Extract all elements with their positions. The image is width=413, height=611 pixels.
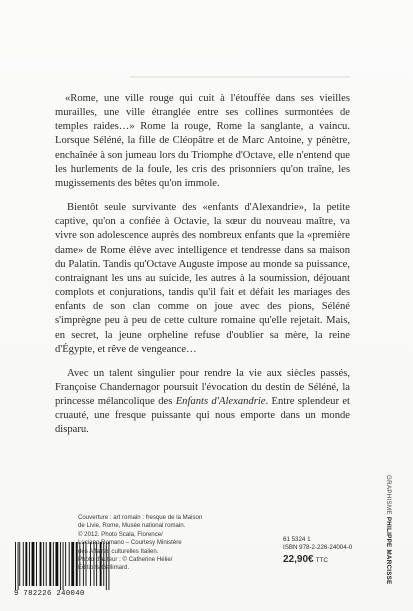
barcode-bar	[32, 542, 35, 586]
barcode-bar	[43, 542, 44, 586]
show-through-shadow	[130, 76, 350, 79]
price	[283, 554, 383, 565]
credit-line: Couverture : art romain : fresque de la Maison	[78, 514, 203, 521]
credit-line: Éditions Gallimard.	[78, 564, 130, 572]
blurb-text	[55, 92, 350, 448]
blurb-paragraph-3	[55, 367, 350, 438]
product-code: 61 5324 1	[283, 536, 311, 543]
credit-line: Photo d'auteur : © Catherine Hélie/	[78, 556, 173, 564]
blurb-p3-end: . Entre splendeur et cruauté, une fresque puissante qui nous emporte dans un monde disparu.	[55, 396, 350, 436]
barcode-bar	[69, 542, 70, 586]
blurb-p3-start: Avec un talent singulier pour rendre la vie aux siècles passés, Françoise Chandernagor poursuit l'évocation du destin de Séléné, la princesse mélancolique des	[55, 367, 350, 408]
credit-line: de Livie, Rome, Musée national romain.	[78, 522, 186, 530]
blurb-paragraph-1: «Rome, une ville rouge qui cuit à l'étouffée dans ses vieilles murailles, une ville étranglée entre ses collines surmontées de temples raides…» Rome la rouge, Rome la sanglante, a vaincu. Lorsque Séléné, la fille de Cléopâtre et de Marc Antoine, y pénètre, enchaînée à son jumeau lors du Triomphe d'Octave, elle n'entend que les hurlements de la foule, les cris des prisonniers qu'on traîne, les mugissements des bêtes qu'on immole.	[55, 93, 350, 189]
barcode-bar	[71, 542, 74, 586]
credit-line: © 2012. Photo Scala, Florence/	[78, 530, 163, 538]
barcode-bar	[18, 542, 19, 590]
barcode-bar	[49, 542, 51, 586]
tax-label: TTC	[315, 557, 329, 564]
spine-credit	[382, 475, 392, 595]
barcode-bar	[65, 542, 66, 586]
barcode-bar	[46, 542, 47, 586]
barcode-bar	[53, 542, 54, 586]
isbn-price-block	[283, 536, 383, 565]
isbn-number: ISBN 978-2-226-24004-0	[283, 544, 353, 551]
barcode-bar	[29, 542, 30, 586]
book-title-italic: Enfants d'Alexandrie	[175, 396, 266, 408]
barcode-bar	[23, 542, 24, 586]
credit-line: Luciano Romano – Courtesy Ministère	[78, 539, 182, 547]
barcode-bar	[40, 542, 42, 586]
spine-designer: PHILIPPE MARCISSE	[385, 516, 392, 585]
barcode-bar	[60, 542, 61, 590]
barcode-bar	[25, 542, 27, 586]
barcode-bar	[36, 542, 37, 586]
price-value: 22,90€	[283, 554, 314, 565]
barcode-digits: 9 782226 240040	[14, 590, 85, 598]
barcode-bar	[19, 542, 20, 586]
credit-line: des Affaires culturelles Italien.	[78, 547, 159, 555]
cover-credits	[78, 514, 213, 573]
barcode-bar	[55, 542, 58, 586]
barcode-bar	[63, 542, 64, 590]
blurb-paragraph-2: Bientôt seule survivante des «enfants d'Alexandrie», la petite captive, qu'on a confiée à Octavie, la sœur du nouveau maître, va vivre son adolescence auprès des nombreux enfants que la «première dame» de Rome élève avec intelligence et tendresse dans sa maison du Palatin. Tandis qu'Octave Auguste impose au monde sa puissance, contraignant les uns au suicide, les autres à la soumission, déjouant complots et conjurations, tandis qu'il fait et défait les mariages des enfants de son clan comme on joue avec des pions, Séléné s'imprègne peu à peu de cette culture romaine qu'elle rejetait. Mais, en secret, la jeune orpheline refuse d'oublier sa mère, la reine d'Égypte, et rêve de vengeance…	[55, 202, 350, 355]
spine-prefix: GRAPHISME	[385, 475, 392, 517]
barcode-bar	[15, 542, 16, 590]
